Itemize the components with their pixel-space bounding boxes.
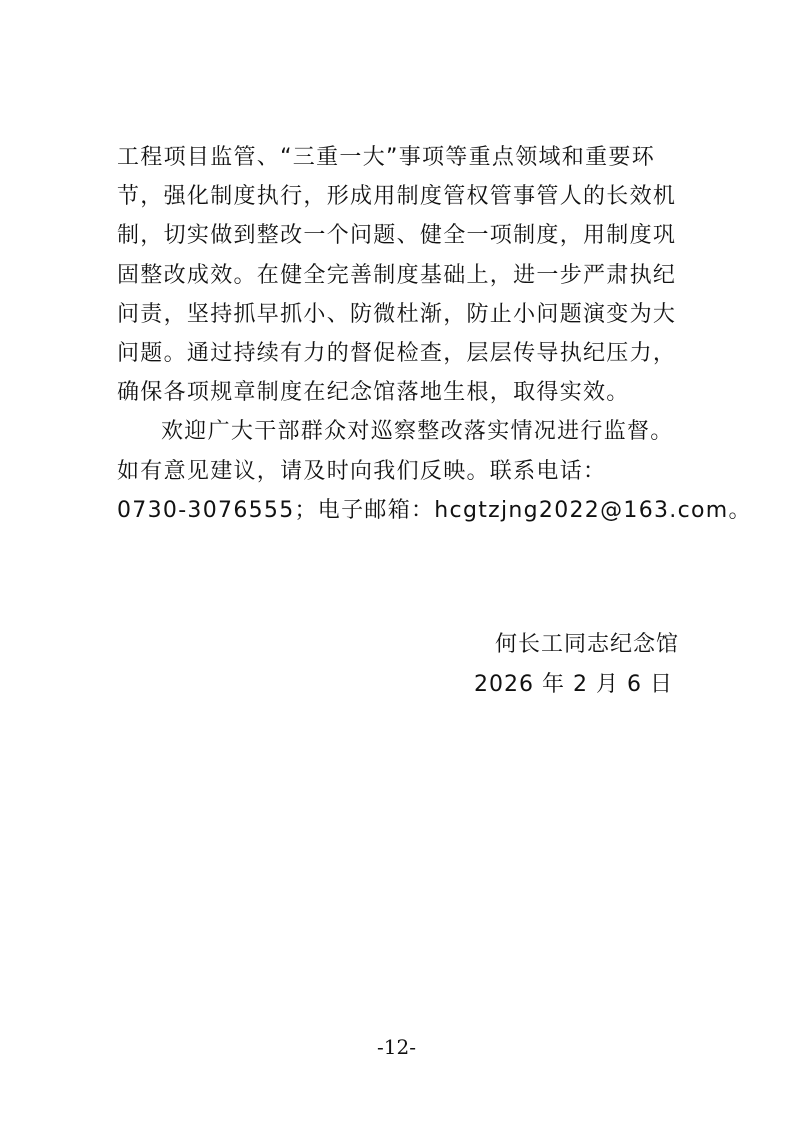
paragraph-2-line-2: 如有意见建议，请及时向我们反映。联系电话： (117, 458, 607, 484)
signature-block (474, 625, 679, 705)
signature-date: 2026 年 2 月 6 日 (474, 672, 673, 697)
paragraph-1-line-2: 节，强化制度执行，形成用制度管权管事管人的长效机 (117, 184, 677, 210)
paragraph-1-line-4: 固整改成效。在健全完善制度基础上，进一步严肃执纪 (117, 262, 677, 288)
paragraph-2-line-3: 0730-3076555；电子邮箱：hcgtzjng2022@163.com。 (117, 497, 752, 523)
page-number: -12- (377, 1035, 416, 1059)
body-text (117, 138, 752, 530)
paragraph-1-line-6: 问题。通过持续有力的督促检查，层层传导执纪压力， (117, 340, 677, 366)
paragraph-1-line-3: 制，切实做到整改一个问题、健全一项制度，用制度巩 (117, 223, 677, 249)
paragraph-1-line-5: 问责，坚持抓早抓小、防微杜渐，防止小问题演变为大 (117, 301, 677, 327)
paragraph-1-line-7: 确保各项规章制度在纪念馆落地生根，取得实效。 (117, 380, 630, 406)
paragraph-1-line-1: 工程项目监管、“三重一大”事项等重点领域和重要环 (117, 145, 655, 170)
paragraph-2-line-1: 欢迎广大干部群众对巡察整改落实情况进行监督。 (161, 419, 674, 445)
signature-organization: 何长工同志纪念馆 (494, 632, 679, 657)
